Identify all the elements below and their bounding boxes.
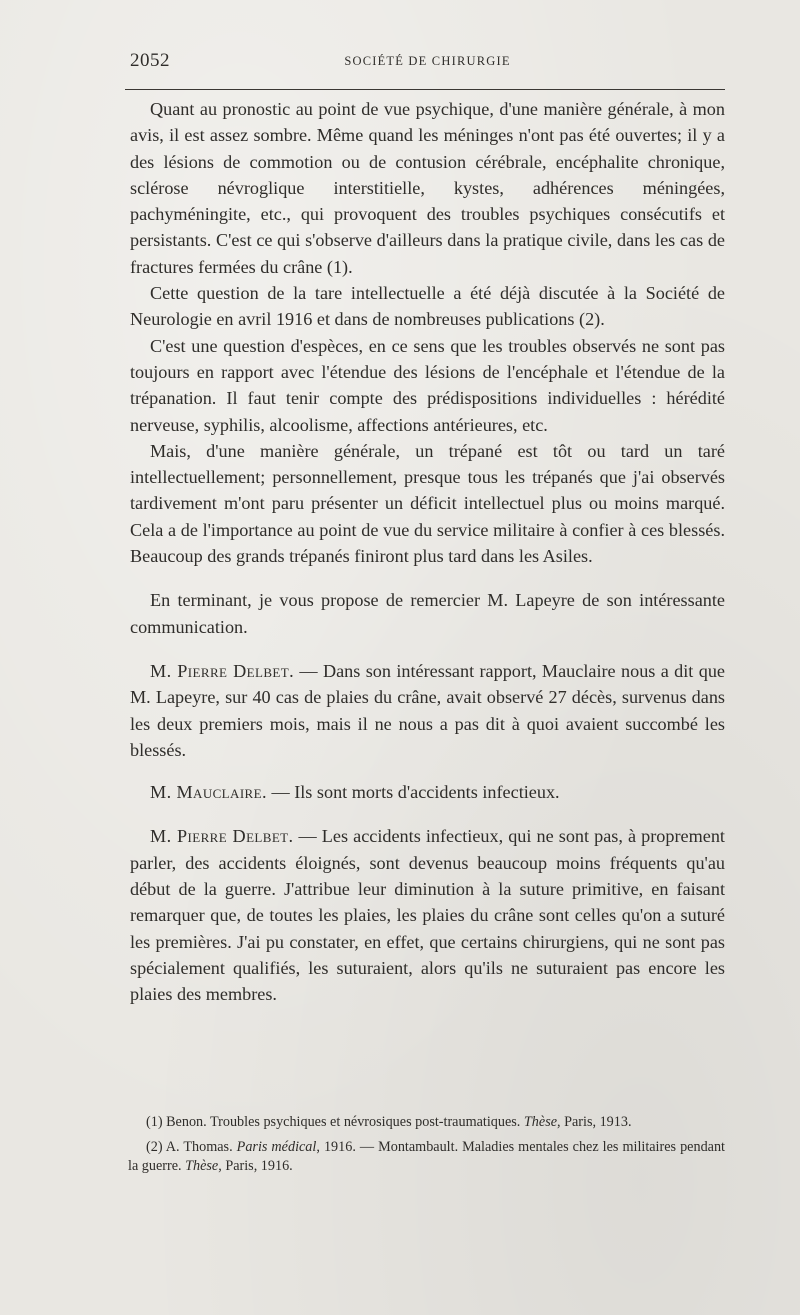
page-header [130,50,725,74]
paragraph-delbet-reply [130,823,725,1007]
footnote-text: , 1916. — Montambault. Maladies mentales chez les militaires pendant la guerre. [128,1138,725,1174]
footnote-text: , Paris, 1913. [557,1114,632,1130]
footnote-text: (2) A. Thomas. [146,1138,237,1155]
footnote-italic: Paris médical [236,1138,317,1155]
page-number: 2052 [130,50,170,71]
footnote-2 [128,1138,725,1177]
footnote-italic: Thèse [185,1158,219,1174]
main-text [130,96,725,1008]
paragraph-trepanned-deficit: Mais, d'une manière générale, un trépané est tôt ou tard un taré intellectuellement; personnellement, presque tous les trépanés que j'ai observés tardivement m'ont paru présenter un déficit intellectuel plus ou moins marqué. Cela a de l'importance au point de vue du service militaire à confier à ces blessés. Beaucoup des grands trépanés finiront plus tard dans les Asiles. [130,440,725,567]
paragraph-prognosis: Quant au pronostic au point de vue psychique, d'une manière générale, à mon avis, il est assez sombre. Même quand les méninges n'ont pas été ouvertes; il y a des lésions de commotion ou de contusion cérébrale, encéphalite chronique, sclérose névroglique interstitielle, kystes, adhérences méningées, pachyméningite, etc., qui provoquent des troubles psychiques consécutifs et persistants. C'est ce qui s'observe d'ailleurs dans la pratique civile, dans les cas de fractures fermées du crâne (1). [130,99,725,277]
speech-text: — Les accidents infectieux, qui ne sont pas, à proprement parler, des accidents éloignés, sont devenus beaucoup moins fréquents qu'au début de la guerre. J'attribue leur diminution à la suture primitive, en faisant remarquer que, de toutes les plaies, les plaies du crâne sont celles qu'on a suturé les premières. J'ai pu constater, en effet, que certains chirurgiens, qui ne sont pas spécialement qualifiés, les suturaient, alors qu'ils ne suturaient pas encore les plaies des membres. [130,826,725,1005]
header-rule [125,89,725,90]
footnote-1 [128,1113,725,1133]
speech-text: — Ils sont morts d'accidents infectieux. [266,782,560,803]
footnote-text: , Paris, 1916. [218,1158,293,1174]
paragraph-delbet-question [130,658,725,763]
footnotes [128,1113,725,1177]
footnote-text: (1) Benon. Troubles psychiques et névrosiques post-traumatiques. [146,1114,524,1130]
speech-text: — Dans son intéressant rapport, Mauclaire nous a dit que M. Lapeyre, sur 40 cas de plaies du crâne, avait observé 27 décès, survenus dans les deux premiers mois, mais il ne nous a pas dit à quoi avaient succombé les blessés. [130,660,725,760]
speaker-name: M. Pierre Delbet. [150,826,294,847]
paragraph-conclusion: En terminant, je vous propose de remercier M. Lapeyre de son intéressante communication. [130,590,725,637]
footnote-italic: Thèse [523,1114,558,1130]
paragraph-species-question: C'est une question d'espèces, en ce sens que les troubles observés ne sont pas toujours en rapport avec l'étendue des lésions de l'encéphale et l'étendue de la trépanation. Il faut tenir compte des prédispositions individuelles : hérédité nerveuse, syphilis, alcoolisme, affections antérieures, etc. [130,335,725,435]
speaker-name: M. Pierre Delbet. [150,660,295,681]
paragraph-mauclaire-reply [130,779,725,805]
paragraph-neurology-society: Cette question de la tare intellectuelle a été déjà discutée à la Société de Neurologie en avril 1916 et dans de nombreuses publications (2). [130,283,725,330]
speaker-name: M. Mauclaire. [150,782,267,803]
running-title: SOCIÉTÉ DE CHIRURGIE [344,54,511,68]
